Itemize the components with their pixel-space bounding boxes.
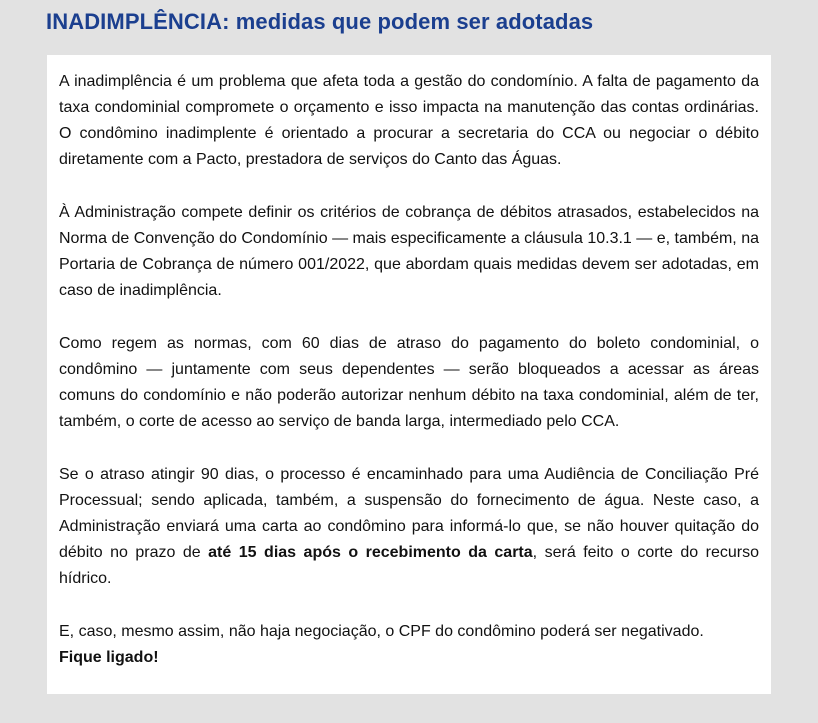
paragraph-text: E, caso, mesmo assim, não haja negociação, o CPF do condômino poderá ser negativado. [59,623,704,640]
page-title: INADIMPLÊNCIA: medidas que podem ser adotadas [46,9,594,34]
paragraph-90-days [59,462,759,592]
paragraph-final [59,619,759,671]
paragraph-administration [59,200,759,304]
paragraph-text: Como regem as normas, com 60 dias de atraso do pagamento do boleto condominial, o condômino — juntamente com seus dependentes — serão bloqueados a acessar as áreas comuns do condomínio e não poderão autorizar nenhum débito na taxa condominial, além de ter, também, o corte de acesso ao serviço de banda larga, intermediado pelo CCA. [59,335,759,430]
closing-highlight: Fique ligado! [59,649,159,666]
paragraph-intro [59,69,759,173]
paragraph-60-days [59,331,759,435]
paragraph-text: À Administração compete definir os critérios de cobrança de débitos atrasados, estabelecidos na Norma de Convenção do Condomínio — mais especificamente a cláusula 10.3.1 — e, também, na Portaria de Cobrança de número 001/2022, que abordam quais medidas devem ser adotadas, em caso de inadimplência. [59,204,759,299]
deadline-highlight: até 15 dias após o recebimento da carta [208,544,533,561]
article-body [47,55,771,694]
paragraph-text: Se o atraso atingir 90 dias, o processo é encaminhado para uma Audiência de Conciliação Pré Processual; sendo aplicada, também, a suspensão do fornecimento de água. Neste caso, a Administração enviará uma carta ao condômino para informá-lo que, se não houver quitação do débito no prazo de [59,466,759,561]
paragraph-text: , será feito o corte do recurso hídrico. [59,544,760,587]
paragraph-text: A inadimplência é um problema que afeta toda a gestão do condomínio. A falta de pagamento da taxa condominial compromete o orçamento e isso impacta na manutenção das contas ordinárias. O condômino inadimplente é orientado a procurar a secretaria do CCA ou negociar o débito diretamente com a Pacto, prestadora de serviços do Canto das Águas. [59,73,759,168]
